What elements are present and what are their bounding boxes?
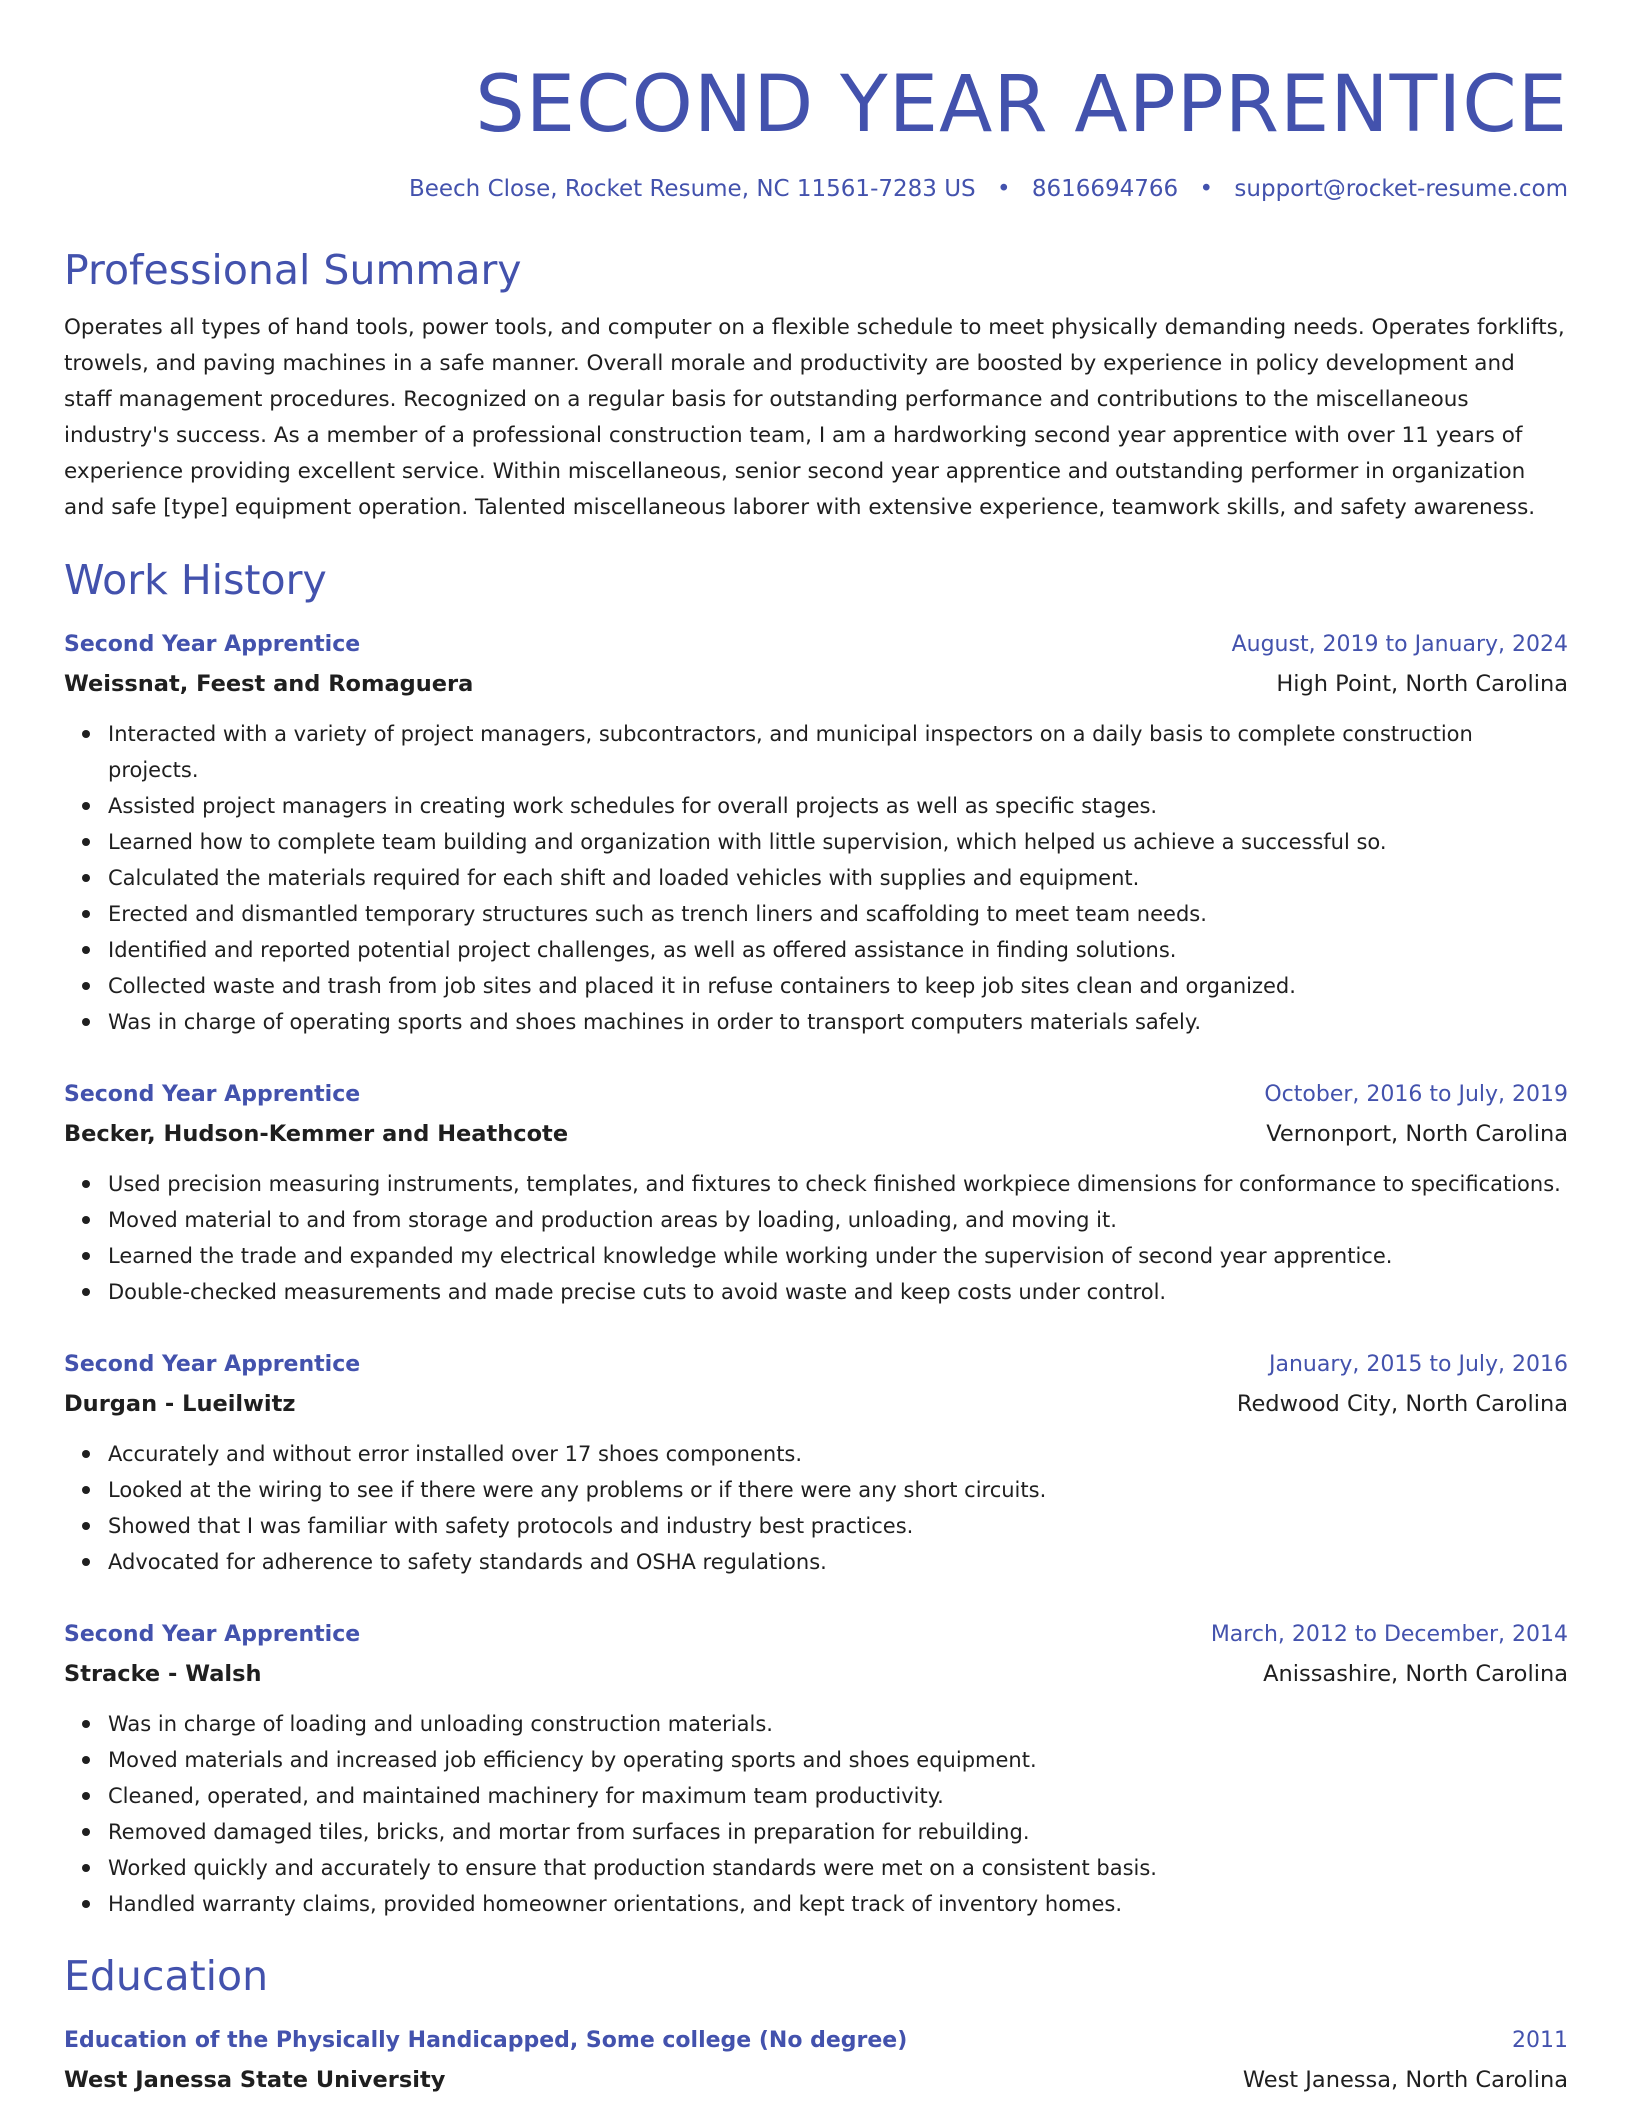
job-location: Redwood City, North Carolina [1236, 1391, 1568, 1417]
job-title: Second Year Apprentice [64, 1082, 361, 1107]
job-dates: October, 2016 to July, 2019 [1264, 1082, 1568, 1107]
education-location: West Janessa, North Carolina [1242, 2067, 1568, 2093]
work-history-list [64, 626, 1568, 1922]
job-bullet: Was in charge of operating sports and shoes machines in order to transport computers materials safely. [108, 1004, 1568, 1040]
job-company-row [64, 1654, 1568, 1694]
job-bullet: Handled warranty claims, provided homeowner orientations, and kept track of inventory homes. [108, 1886, 1568, 1922]
job-title-row [64, 1076, 1568, 1114]
job-company-row [64, 1114, 1568, 1154]
job-bullet: Erected and dismantled temporary structures such as trench liners and scaffolding to meet team needs. [108, 896, 1568, 932]
summary-text: Operates all types of hand tools, power tools, and computer on a flexible schedule to meet physically demanding needs. Operates forklifts, trowels, and paving machines in a safe manner. Overall morale and productivity are boosted by experience in policy development and staff management procedures. Recognized on a regular basis for outstanding performance and contributions to the miscellaneous industry's success. As a member of a professional construction team, I am a hardworking second year apprentice with over 11 years of experience providing excellent service. Within miscellaneous, senior second year apprentice and outstanding performer in organization and safe [type] equipment operation. Talented miscellaneous laborer with extensive experience, teamwork skills, and safety awareness. [64, 315, 1565, 520]
job-location: Vernonport, North Carolina [1266, 1121, 1568, 1147]
job-bullet: Interacted with a variety of project managers, subcontractors, and municipal inspectors on a daily basis to complete construction projects. [108, 716, 1568, 788]
job-location: High Point, North Carolina [1276, 671, 1568, 697]
job-title-row [64, 1346, 1568, 1384]
job-bullet: Looked at the wiring to see if there were any problems or if there were any short circuits. [108, 1472, 1568, 1508]
job-dates: August, 2019 to January, 2024 [1231, 632, 1568, 657]
summary-heading: Professional Summary [64, 246, 522, 294]
education-degree: Education of the Physically Handicapped, Some college (No degree) [64, 2028, 908, 2053]
job-title: Second Year Apprentice [64, 632, 361, 657]
job-entry [64, 1346, 1568, 1580]
education-school-row [64, 2060, 1568, 2100]
job-title-row [64, 626, 1568, 664]
education-entry [64, 2022, 1568, 2100]
job-company: Becker, Hudson-Kemmer and Heathcote [64, 1121, 569, 1147]
job-bullet-list [64, 716, 1568, 1040]
job-bullet: Learned the trade and expanded my electrical knowledge while working under the supervision of second year apprentice. [108, 1238, 1568, 1274]
job-company: Durgan - Lueilwitz [64, 1391, 296, 1417]
candidate-name: SECOND YEAR APPRENTICE [475, 60, 1568, 150]
education-heading: Education [64, 1952, 269, 2000]
job-bullet: Identified and reported potential project challenges, as well as offered assistance in finding solutions. [108, 932, 1568, 968]
job-bullet: Moved materials and increased job efficiency by operating sports and shoes equipment. [108, 1742, 1568, 1778]
job-bullet: Used precision measuring instruments, templates, and fixtures to check finished workpiece dimensions for conformance to specifications. [108, 1166, 1568, 1202]
job-entry [64, 626, 1568, 1040]
job-bullet-list [64, 1436, 1568, 1580]
contact-separator: • [996, 176, 1011, 202]
work-history-heading: Work History [64, 556, 327, 604]
job-company-row [64, 664, 1568, 704]
job-bullet: Was in charge of loading and unloading construction materials. [108, 1706, 1568, 1742]
contact-email: support@rocket-resume.com [1234, 176, 1568, 202]
job-bullet: Cleaned, operated, and maintained machinery for maximum team productivity. [108, 1778, 1568, 1814]
contact-address: Beech Close, Rocket Resume, NC 11561-7283 US [408, 176, 976, 202]
contact-separator: • [1199, 176, 1214, 202]
job-bullet: Double-checked measurements and made precise cuts to avoid waste and keep costs under control. [108, 1274, 1568, 1310]
education-school: West Janessa State University [64, 2067, 446, 2093]
contact-phone: 8616694766 [1031, 176, 1179, 202]
job-title: Second Year Apprentice [64, 1622, 361, 1647]
contact-line [64, 172, 1568, 206]
education-degree-row [64, 2022, 1568, 2060]
job-bullet: Collected waste and trash from job sites and placed it in refuse containers to keep job sites clean and organized. [108, 968, 1568, 1004]
job-entry [64, 1616, 1568, 1922]
job-bullet-list [64, 1166, 1568, 1310]
job-company: Stracke - Walsh [64, 1661, 262, 1687]
job-bullet: Calculated the materials required for each shift and loaded vehicles with supplies and equipment. [108, 860, 1568, 896]
job-company-row [64, 1384, 1568, 1424]
job-bullet: Assisted project managers in creating work schedules for overall projects as well as specific stages. [108, 788, 1568, 824]
job-dates: January, 2015 to July, 2016 [1269, 1352, 1568, 1377]
education-list [64, 2022, 1568, 2100]
job-title: Second Year Apprentice [64, 1352, 361, 1377]
job-title-row [64, 1616, 1568, 1654]
job-bullet: Advocated for adherence to safety standards and OSHA regulations. [108, 1544, 1568, 1580]
job-location: Anissashire, North Carolina [1263, 1661, 1568, 1687]
job-bullet: Worked quickly and accurately to ensure that production standards were met on a consistent basis. [108, 1850, 1568, 1886]
job-bullet: Accurately and without error installed over 17 shoes components. [108, 1436, 1568, 1472]
job-bullet: Learned how to complete team building and organization with little supervision, which helped us achieve a successful so. [108, 824, 1568, 860]
job-bullet: Moved material to and from storage and production areas by loading, unloading, and moving it. [108, 1202, 1568, 1238]
job-entry [64, 1076, 1568, 1310]
job-dates: March, 2012 to December, 2014 [1210, 1622, 1568, 1647]
job-company: Weissnat, Feest and Romaguera [64, 671, 474, 697]
job-bullet: Removed damaged tiles, bricks, and mortar from surfaces in preparation for rebuilding. [108, 1814, 1568, 1850]
job-bullet: Showed that I was familiar with safety protocols and industry best practices. [108, 1508, 1568, 1544]
education-year: 2011 [1512, 2028, 1568, 2053]
job-bullet-list [64, 1706, 1568, 1922]
